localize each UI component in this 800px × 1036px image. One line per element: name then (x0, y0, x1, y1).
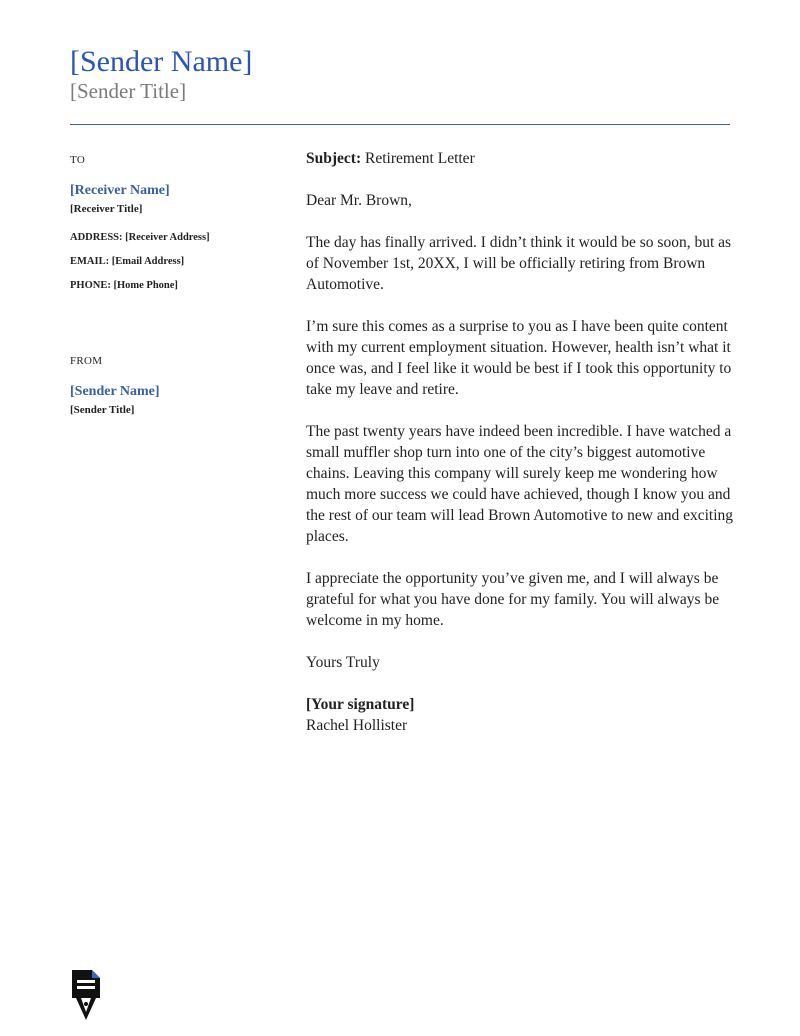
receiver-phone: PHONE: [Home Phone] (70, 280, 178, 291)
header-divider (70, 124, 730, 125)
sidebar-sender-title: [Sender Title] (70, 404, 135, 416)
from-label: FROM (70, 355, 103, 367)
signer-name: Rachel Hollister (306, 717, 408, 734)
to-label: TO (70, 154, 86, 166)
header-sender-name: [Sender Name] (70, 45, 253, 78)
letter-header (70, 44, 730, 104)
paragraph-4: I appreciate the opportunity you’ve given me, and I will always be grateful for what you have done for my family. You will always be welcome in my home. (306, 570, 720, 629)
salutation: Dear Mr. Brown, (306, 192, 412, 209)
signature-label: [Your signature] (306, 696, 415, 713)
closing: Yours Truly (306, 654, 380, 671)
paragraph-1: The day has finally arrived. I didn’t think it would be so soon, but as of November 1st, 20XX, I will be officially retiring from Brown Automotive. (306, 234, 732, 293)
letter-body (306, 148, 736, 736)
receiver-name: [Receiver Name] (70, 183, 170, 198)
address-sidebar (70, 150, 270, 418)
header-sender-title: [Sender Title] (70, 79, 187, 103)
paragraph-3: The past twenty years have indeed been incredible. I have watched a small muffler shop turn into one of the city’s biggest automotive chains. Leaving this company will surely keep me wondering how much more success we could have achieved, though I know you and the rest of our team will lead Brown Automotive to new and exciting places. (306, 423, 734, 545)
sidebar-sender-name: [Sender Name] (70, 384, 160, 399)
receiver-title: [Receiver Title] (70, 203, 143, 215)
receiver-address: ADDRESS: [Receiver Address] (70, 232, 210, 243)
subject-line (306, 148, 736, 169)
paragraph-2: I’m sure this comes as a surprise to you as I have been quite content with my current employment situation. However, health isn’t what it once was, and I feel like it would be best if I took this opportunity to take my leave and retire. (306, 318, 732, 398)
pen-nib-logo-icon (70, 968, 102, 1022)
receiver-email: EMAIL: [Email Address] (70, 256, 185, 267)
subject-text: Retirement Letter (361, 150, 475, 167)
subject-label: Subject: (306, 150, 362, 167)
